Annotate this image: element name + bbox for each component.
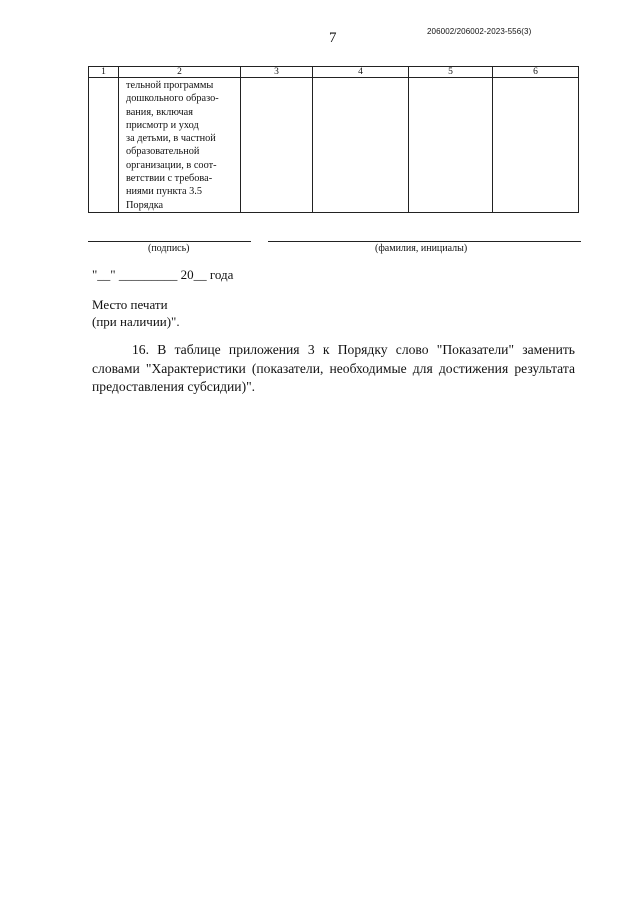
column-number: 2 xyxy=(119,67,241,78)
table-cell xyxy=(89,78,119,213)
column-number: 1 xyxy=(89,67,119,78)
column-number: 6 xyxy=(493,67,579,78)
page-number: 7 xyxy=(329,30,337,46)
table-cell xyxy=(119,78,241,213)
indicator-description: тельной программы дошкольного образо- вания, включая присмотр и уход за детьми, в частной образовательной организации, в соот- ветствии с требова- ниями пункта 3.5 Порядка xyxy=(126,80,219,211)
signature-line xyxy=(88,241,251,242)
column-number: 5 xyxy=(409,67,493,78)
document-code: 206002/206002-2023-556(3) xyxy=(427,27,532,36)
form-table xyxy=(88,66,579,213)
date-line: "__" _________ 20__ года xyxy=(92,267,234,282)
table-cell xyxy=(241,78,313,213)
table-cell xyxy=(409,78,493,213)
amendment-paragraph xyxy=(92,341,575,397)
signature-label: (подпись) xyxy=(148,243,190,254)
name-label: (фамилия, инициалы) xyxy=(375,243,468,254)
column-number: 3 xyxy=(241,67,313,78)
table-row xyxy=(89,78,579,213)
column-number: 4 xyxy=(313,67,409,78)
table-cell xyxy=(313,78,409,213)
amendment-text: 16. В таблице приложения 3 к Порядку слово "Показатели" заменить словами "Характеристики (показатели, необходимые для достижения результата предоставления субсидии)". xyxy=(92,342,575,394)
table-cell xyxy=(493,78,579,213)
table-header-row xyxy=(89,67,579,78)
stamp-note: Место печати (при наличии)". xyxy=(92,297,180,329)
name-line xyxy=(268,241,581,242)
